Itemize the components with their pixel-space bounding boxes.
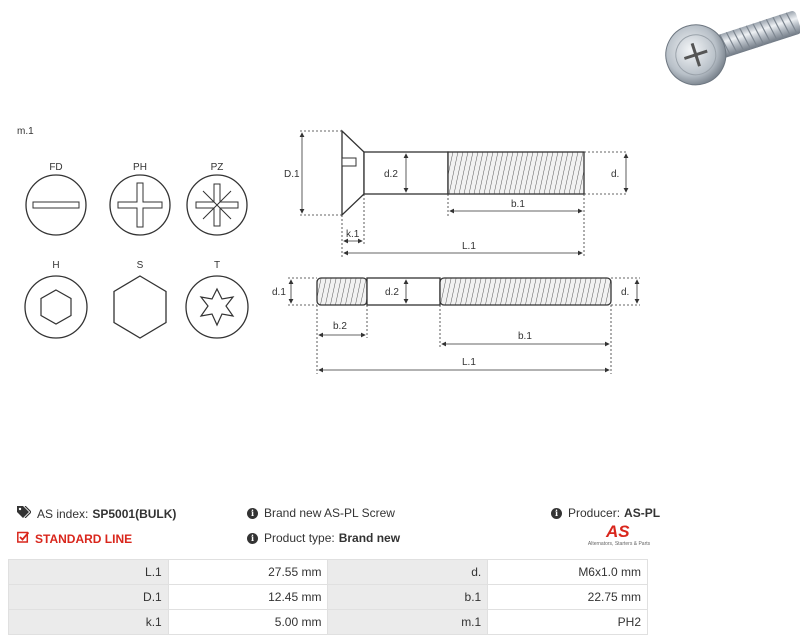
param-label: b.1 [328, 585, 488, 610]
product-photo [658, 0, 800, 93]
slotted-head-icon [26, 162, 86, 235]
description-text: Brand new AS-PL Screw [264, 506, 395, 520]
stud-dim-d: d. [621, 287, 630, 298]
param-value: M6x1.0 mm [488, 560, 648, 585]
table-row [9, 585, 648, 610]
svg-text:T: T [213, 260, 221, 271]
product-type [247, 531, 400, 545]
checkbox-icon [17, 531, 29, 546]
producer [551, 506, 660, 520]
producer-value: AS-PL [624, 506, 661, 520]
m1-label: m.1 [17, 126, 34, 137]
param-value: 22.75 mm [488, 585, 648, 610]
param-value: 27.55 mm [168, 560, 328, 585]
svg-text:S: S [136, 260, 144, 271]
tag-icon [17, 506, 31, 521]
as-index-value: SP5001(BULK) [92, 506, 177, 521]
svg-text:FD: FD [49, 162, 63, 173]
as-index-label: AS index: [37, 506, 89, 521]
svg-text:PH: PH [133, 162, 147, 173]
param-value: PH2 [488, 610, 648, 635]
parameters-table [8, 559, 648, 635]
param-label: k.1 [9, 610, 169, 635]
param-label: m.1 [328, 610, 488, 635]
hex-socket-head-icon [25, 260, 87, 338]
info-icon: i [551, 508, 562, 519]
info-icon: i [247, 533, 258, 544]
info-icon: i [247, 508, 258, 519]
as-pl-logo [584, 522, 654, 550]
stud-dim-d2: d.2 [385, 287, 399, 298]
stud-dim-b2: b.2 [333, 321, 347, 332]
stud-side-view [317, 278, 611, 305]
logo-subtext: Alternators, Starters & Parts [587, 541, 651, 547]
param-value: 12.45 mm [168, 585, 328, 610]
logo-mark: AS [606, 522, 630, 541]
description [247, 506, 395, 520]
product-type-label: Product type: [264, 531, 335, 545]
torx-head-icon [186, 260, 248, 338]
param-label: D.1 [9, 585, 169, 610]
hex-head-icon [114, 260, 166, 338]
standard-line [17, 531, 132, 546]
param-value: 5.00 mm [168, 610, 328, 635]
producer-label: Producer: [568, 506, 621, 520]
screw-dim-d2: d.2 [384, 169, 398, 180]
screw-side-view [342, 131, 584, 215]
screw-dim-b1: b.1 [511, 199, 525, 210]
screw-dim-k1: k.1 [346, 229, 360, 240]
stud-dim-L1: L.1 [462, 357, 476, 368]
param-label: L.1 [9, 560, 169, 585]
svg-text:PZ: PZ [210, 162, 224, 173]
table-row [9, 560, 648, 585]
phillips-head-icon [110, 162, 170, 235]
screw-dim-d: d. [611, 169, 620, 180]
param-label: d. [328, 560, 488, 585]
screw-dim-D1: D.1 [284, 169, 300, 180]
svg-text:H: H [52, 260, 60, 271]
as-index [17, 506, 176, 521]
product-type-value: Brand new [338, 531, 401, 545]
screw-dim-L1: L.1 [462, 241, 476, 252]
pozidriv-head-icon [187, 162, 247, 235]
standard-line-label: STANDARD LINE [35, 531, 133, 546]
stud-dim-b1: b.1 [518, 331, 532, 342]
stud-dim-d1: d.1 [272, 287, 286, 298]
table-row [9, 610, 648, 635]
